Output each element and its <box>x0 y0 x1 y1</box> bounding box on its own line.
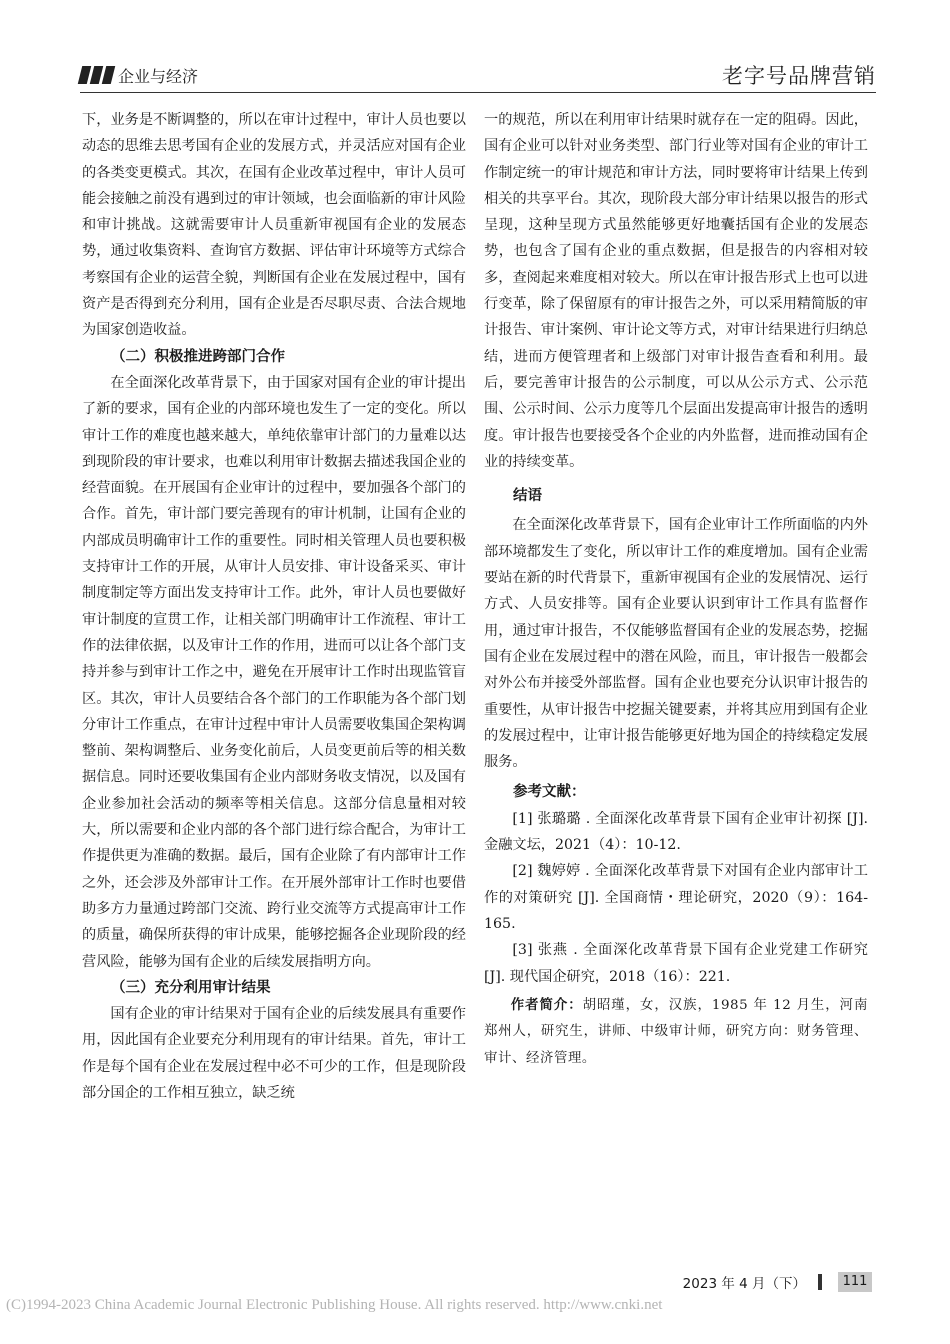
paragraph: 在全面深化改革背景下，国有企业审计工作所面临的内外部环境都发生了变化，所以审计工作的难度增加。国有企业需要站在新的时代背景下，重新审视国有企业的发展情况、运行方式、人员安排等。国有企业要认识到审计工作具有监督作用，通过审计报告，不仅能够监督国有企业的发展态势，挖掘国有企业在发展过程中的潜在风险，而且，审计报告一般都会对外公布并接受外部监督。国有企业也要充分认识审计报告的重要性，从审计报告中挖掘关键要素，并将其应用到国有企业的发展过程中，让审计报告能够更好地为国企的持续稳定发展服务。 <box>484 517 868 771</box>
paragraph: 一的规范，所以在利用审计结果时就存在一定的阻碍。因此，国有企业可以针对业务类型、部门行业等对国有企业的审计工作制定统一的审计规范和审计方法，同时要将审计结果上传到相关的共享平台。其次，现阶段大部分审计结果以报告的形式呈现，这种呈现方式虽然能够更好地囊括国有企业的发展态势，也包含了国有企业的重点数据，但是报告的内容相对较多，查阅起来难度相对较大。所以在审计报告形式上也可以进行变革，除了保留原有的审计报告之外，可以采用精简版的审计报告、审计案例、审计论文等方式，对审计结果进行归纳总结，进而方便管理者和上级部门对审计报告查看和利用。最后，要完善审计报告的公示制度，可以从公示方式、公示范围、公示时间、公示力度等几个层面出发提高审计报告的透明度。审计报告也要接受各个企业的内外监督，进而推动国有企业的持续变革。 <box>484 112 868 470</box>
journal-name: 企业与经济 <box>118 67 199 86</box>
reference-item: [1] 张璐璐 . 全面深化改革背景下国有企业审计初探 [J]. 金融文坛，2021（4）：10-12. <box>484 810 868 854</box>
journal-logo-bars-icon <box>80 66 116 88</box>
author-bio <box>484 993 868 1073</box>
page-footer <box>0 1272 876 1294</box>
header-rule <box>80 92 876 93</box>
references-heading: 参考文献： <box>513 784 586 801</box>
paragraph: 下，业务是不断调整的，所以在审计过程中，审计人员也要以动态的思维去思考国有企业的发展方式，并灵活应对国有企业的各类变更模式。其次，在国有企业改革过程中，审计人员可能会接触之前没有遇到过的审计领域，也会面临新的审计风险和审计挑战。这就需要审计人员重新审视国有企业的发展态势，通过收集资料、查询官方数据、评估审计环境等方式综合考察国有企业的运营全貌，判断国有企业在发展过程中，国有资产是否得到充分利用，国有企业是否尽职尽责、合法合规地为国家创造收益。 <box>82 112 466 339</box>
paragraph: 国有企业的审计结果对于国有企业的后续发展具有重要作用，因此国有企业要充分利用现有的审计结果。首先，审计工作是每个国有企业在发展过程中必不可少的工作，但是现阶段部分国企的工作相互独立，缺乏统 <box>82 1006 466 1101</box>
issue-date: 2023 年 4 月（下） <box>682 1276 806 1292</box>
author-bio-text: 胡昭瑾，女，汉族，1985 年 12 月生，河南郑州人，研究生，讲师、中级审计师，研究方向：财务管理、审计、经济管理。 <box>484 997 868 1066</box>
section-heading-3: （三）充分利用审计结果 <box>111 979 271 996</box>
page-number: 111 <box>838 1272 872 1292</box>
conclusion-heading: 结语 <box>513 488 542 505</box>
author-bio-label: 作者简介： <box>510 997 583 1013</box>
reference-item: [2] 魏婷婷 . 全面深化改革背景下对国有企业内部审计工作的对策研究 [J]. 全国商情・理论研究，2020（9）：164-165. <box>484 863 868 932</box>
copyright-watermark: (C)1994-2023 China Academic Journal Electronic Publishing House. All rights reserved. http://www.cnki.net <box>6 1297 663 1313</box>
reference-item: [3] 张燕 . 全面深化改革背景下国有企业党建工作研究 [J]. 现代国企研究，2018（16）：221. <box>484 942 868 985</box>
section-heading-2: （二）积极推进跨部门合作 <box>111 348 285 365</box>
footer-separator <box>818 1274 822 1290</box>
section-title: 老字号品牌营销 <box>722 64 876 88</box>
right-column <box>484 107 868 1072</box>
left-column <box>82 107 466 1106</box>
paragraph: 在全面深化改革背景下，由于国家对国有企业的审计提出了新的要求，国有企业的内部环境也发生了一定的变化。所以审计工作的难度也越来越大，单纯依靠审计部门的力量难以达到现阶段的审计要求，也难以利用审计数据去描述我国企业的经营面貌。在开展国有企业审计的过程中，要加强各个部门的合作。首先，审计部门要完善现有的审计机制，让国有企业的内部成员明确审计工作的重要性。同时相关管理人员也要积极支持审计工作的开展，从审计人员安排、审计设备采买、审计制度制定等方面出发支持审计工作。此外，审计人员也要做好审计制度的宣贯工作，让相关部门明确审计工作流程、审计工作的法律依据，以及审计工作的作用，进而可以让各个部门支持并参与到审计工作之中，避免在开展审计工作时出现监管盲区。其次，审计人员要结合各个部门的工作职能为各个部门划分审计工作重点，在审计过程中审计人员需要收集国企架构调整前、架构调整后、业务变化前后，人员变更前后等的相关数据信息。同时还要收集国有企业内部财务收支情况，以及国有企业参加社会活动的频率等相关信息。这部分信息量相对较大，所以需要和企业内部的各个部门进行综合配合，为审计工作提供更为准确的数据。最后，国有企业除了有内部审计工作之外，还会涉及外部审计工作。在开展外部审计工作时也要借助多方力量通过跨部门交流、跨行业交流等方式提高审计工作的质量，确保所获得的审计成果，能够挖掘各企业现阶段的经营风险，能够为国有企业的后续发展指明方向。 <box>82 374 466 970</box>
page-header <box>80 58 876 94</box>
